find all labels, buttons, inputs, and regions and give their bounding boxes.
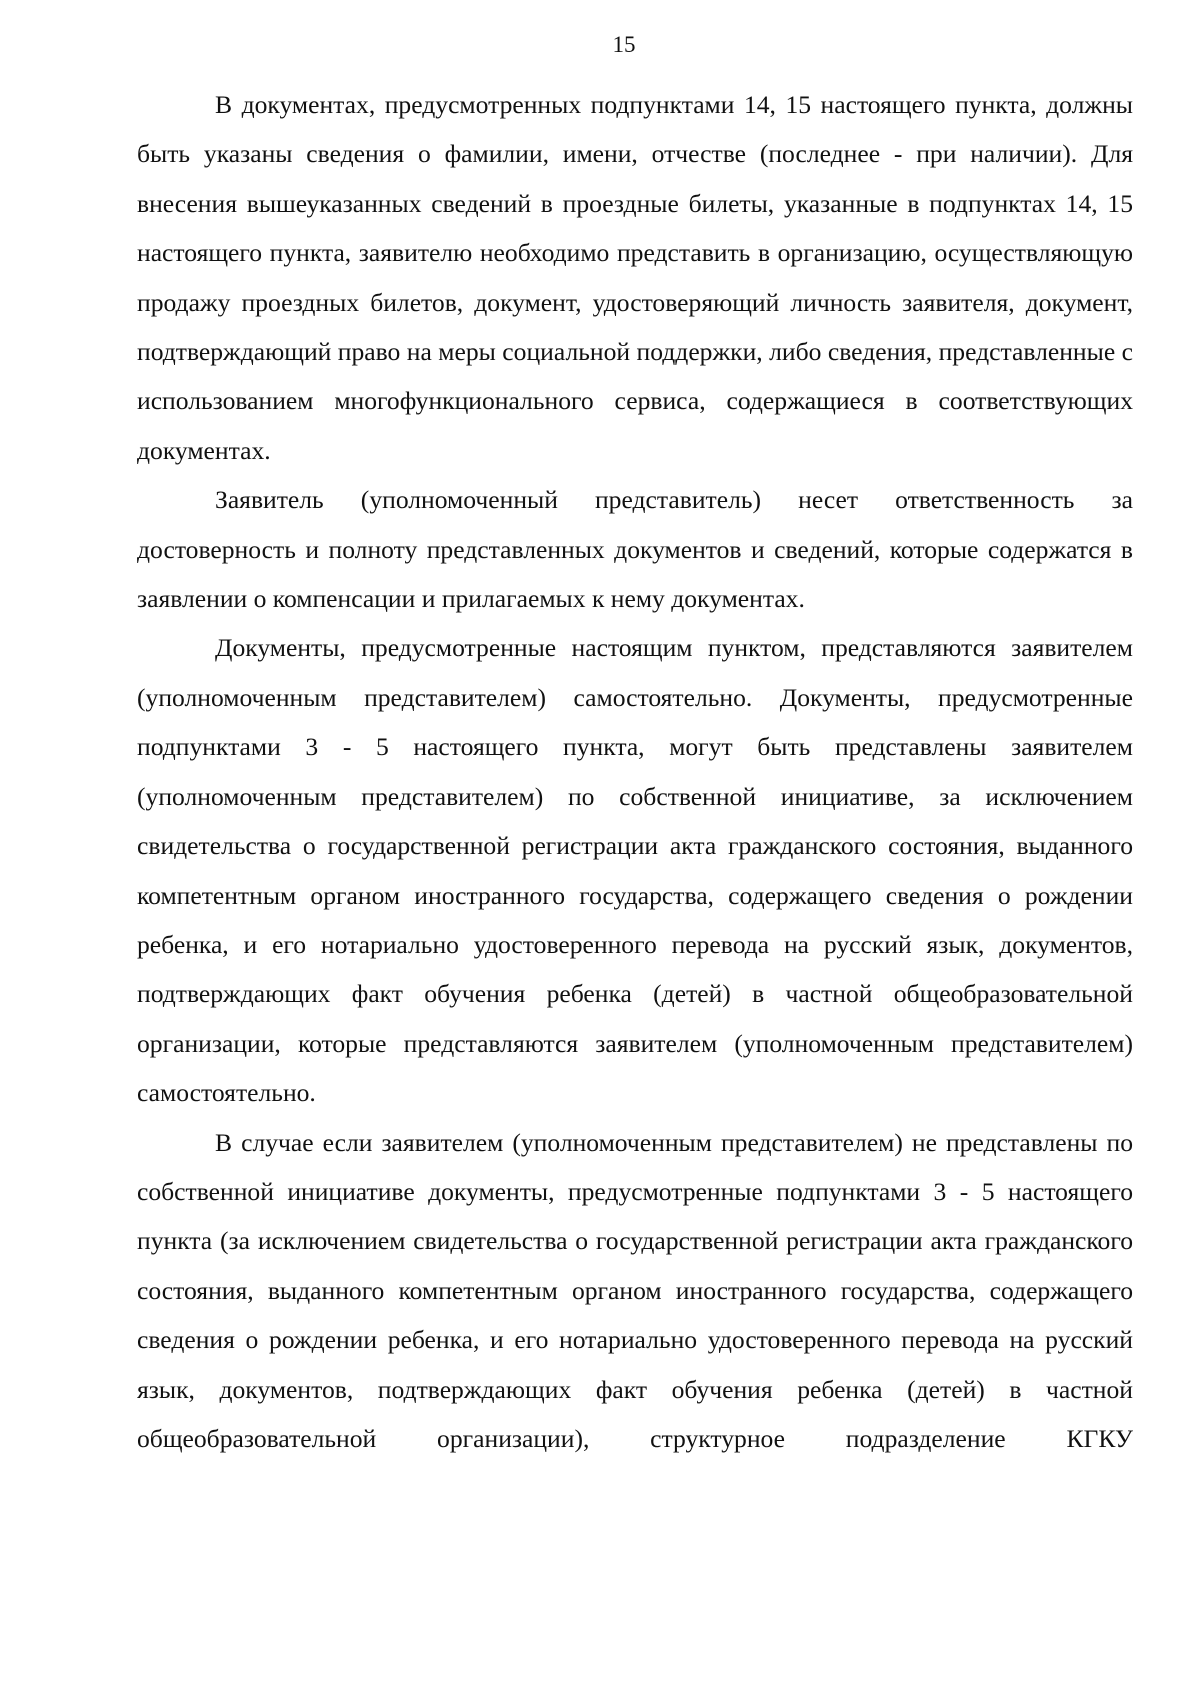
paragraph-applicant-responsibility: Заявитель (уполномоченный представитель) несет ответственность за достоверность и полноту представленных документов и сведений, которые содержатся в заявлении о компенсации и прилагаемых к нему документах. [137, 485, 1133, 614]
document-body [137, 80, 1133, 1463]
page-number: 15 [612, 32, 636, 57]
paragraph-documents-submission: Документы, предусмотренные настоящим пунктом, представляются заявителем (уполномоченным представителем) самостоятельно. Документы, предусмотренные подпунктами 3 - 5 настоящего пункта, могут быть представлены заявителем (уполномоченным представителем) по собственной инициативе, за исключением свидетельства о государственной регистрации акта гражданского состояния, выданного компетентным органом иностранного государства, содержащего сведения о рождении ребенка, и его нотариально удостоверенного перевода на русский язык, документов, подтверждающих факт обучения ребенка (детей) в частной общеобразовательной организации, которые представляются заявителем (уполномоченным представителем) самостоятельно. [137, 633, 1133, 1108]
paragraph-documents-not-submitted: В случае если заявителем (уполномоченным представителем) не представлены по собственной инициативе документы, предусмотренные подпунктами 3 - 5 настоящего пункта (за исключением свидетельства о государственной регистрации акта гражданского состояния, выданного компетентным органом иностранного государства, содержащего сведения о рождении ребенка, и его нотариально удостоверенного перевода на русский язык, документов, подтверждающих факт обучения ребенка (детей) в частной общеобразовательной организации), структурное подразделение КГКУ [137, 1127, 1133, 1453]
paragraph-documents-requirements: В документах, предусмотренных подпунктами 14, 15 настоящего пункта, должны быть указаны сведения о фамилии, имени, отчестве (последнее - при наличии). Для внесения вышеуказанных сведений в проездные билеты, указанные в подпунктах 14, 15 настоящего пункта, заявителю необходимо представить в организацию, осуществляющую продажу проездных билетов, документ, удостоверяющий личность заявителя, документ, подтверждающий право на меры социальной поддержки, либо сведения, представленные с использованием многофункционального сервиса, содержащиеся в соответствующих документах. [137, 90, 1133, 465]
